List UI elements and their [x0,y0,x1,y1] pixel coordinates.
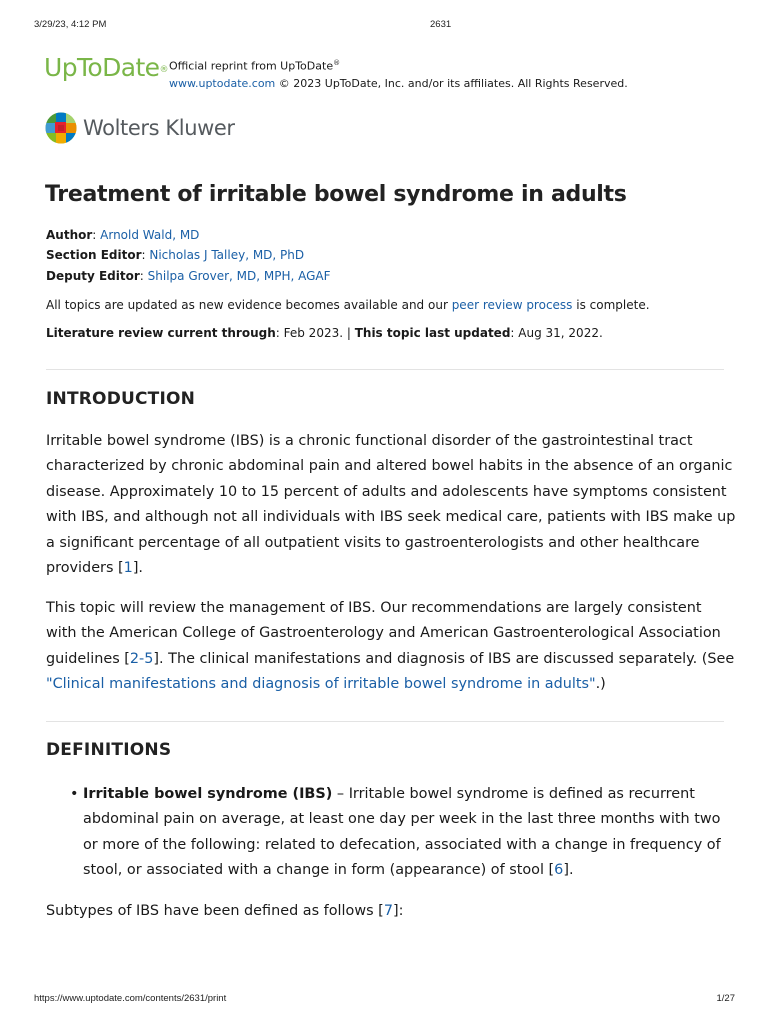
uptodate-logo-text: UpToDate [44,53,160,82]
print-datetime: 3/29/23, 4:12 PM [34,19,107,30]
section-editor-line [46,247,304,263]
print-url: https://www.uptodate.com/contents/2631/print [34,993,227,1004]
author-link[interactable]: Arnold Wald, MD [100,228,200,242]
intro-p2-mid: ]. The clinical manifestations and diagnosis of IBS are discussed separately. (See [153,650,735,667]
section-editor-colon: : [141,248,150,262]
definitions-heading: DEFINITIONS [46,740,172,760]
update-note-end: is complete. [572,298,650,312]
reference-link-6[interactable]: 6 [554,862,564,879]
ibs-term: Irritable bowel syndrome (IBS) [83,786,333,802]
author-colon: : [92,228,101,242]
article-title: Treatment of irritable bowel syndrome in adults [45,182,627,207]
introduction-paragraph-2 [46,596,736,698]
divider [46,721,724,722]
deputy-editor-link[interactable]: Shilpa Grover, MD, MPH, AGAF [147,269,331,283]
introduction-paragraph-1 [46,429,736,581]
page-counter: 1/27 [716,993,735,1004]
lit-review-value: : Feb 2023. | [275,326,355,340]
clinical-manifestations-link[interactable]: "Clinical manifestations and diagnosis of irritable bowel syndrome in adults" [46,676,596,693]
section-editor-label: Section Editor [46,248,142,262]
intro-p1-text: Irritable bowel syndrome (IBS) is a chronic functional disorder of the gastrointestinal tract characterized by chronic abdominal pain and altered bowel habits in the absence of an organic disease. Approximately 10 to 15 percent of adults and adolescents have symptoms consistent with IBS, and although not all individuals with IBS seek medical care, patients with IBS make up a significant percentage of all outpatient visits to gastroenterologists and other healthcare providers [ [46,433,736,577]
lit-review-label: Literature review current through [46,326,276,340]
reprint-line: Official reprint from UpToDate [169,59,334,73]
ibs-definition-text: – Irritable bowel syndrome is defined as recurrent abdominal pain on average, at least one day per week in the last three months with two or more of the following: related to defecation, associated with a change in frequency of stool, or associated with a change in form (appearance) of stool [ [83,786,721,879]
deputy-editor-label: Deputy Editor [46,269,140,283]
registered-mark: ® [159,65,168,75]
reprint-registered-mark: ® [333,59,341,67]
ibs-definition [83,782,733,884]
reprint-notice [169,55,628,92]
author-line [46,227,199,243]
bullet-marker: • [70,786,79,802]
section-editor-link[interactable]: Nicholas J Talley, MD, PhD [149,248,305,262]
subtypes-text: Subtypes of IBS have been defined as follows [ [46,903,384,919]
subtypes-end: ]: [392,903,404,919]
ibs-definition-end: ]. [563,862,574,879]
last-updated-value: : Aug 31, 2022. [510,326,603,340]
reference-link-2-5[interactable]: 2-5 [129,650,154,667]
print-page-id: 2631 [430,19,452,30]
reference-link-7[interactable]: 7 [383,903,393,919]
uptodate-logo[interactable] [44,52,168,84]
publisher-name: Wolters Kluwer [83,116,235,140]
deputy-editor-line [46,268,331,284]
review-dates [46,325,603,341]
subtypes-intro [46,899,736,924]
deputy-editor-colon: : [139,269,148,283]
intro-p2-end: .) [595,676,606,693]
copyright-text: © 2023 UpToDate, Inc. and/or its affiliates. All Rights Reserved. [275,76,628,90]
uptodate-site-link[interactable]: www.uptodate.com [169,76,276,90]
update-note [46,297,650,313]
author-label: Author [46,228,93,242]
introduction-heading: INTRODUCTION [46,389,196,409]
divider [46,369,724,370]
intro-p1-end: ]. [132,560,144,577]
update-note-text: All topics are updated as new evidence becomes available and our [46,298,452,312]
wolters-kluwer-globe-icon [45,112,77,144]
wolters-kluwer-logo [45,112,235,144]
reference-link-1[interactable]: 1 [123,560,133,577]
peer-review-link[interactable]: peer review process [451,298,573,312]
intro-p2-text: This topic will review the management of IBS. Our recommendations are largely consistent with the American College of Gastroenterology and American Gastroenterological Association guidelines [ [46,600,721,667]
last-updated-label: This topic last updated [354,326,511,340]
